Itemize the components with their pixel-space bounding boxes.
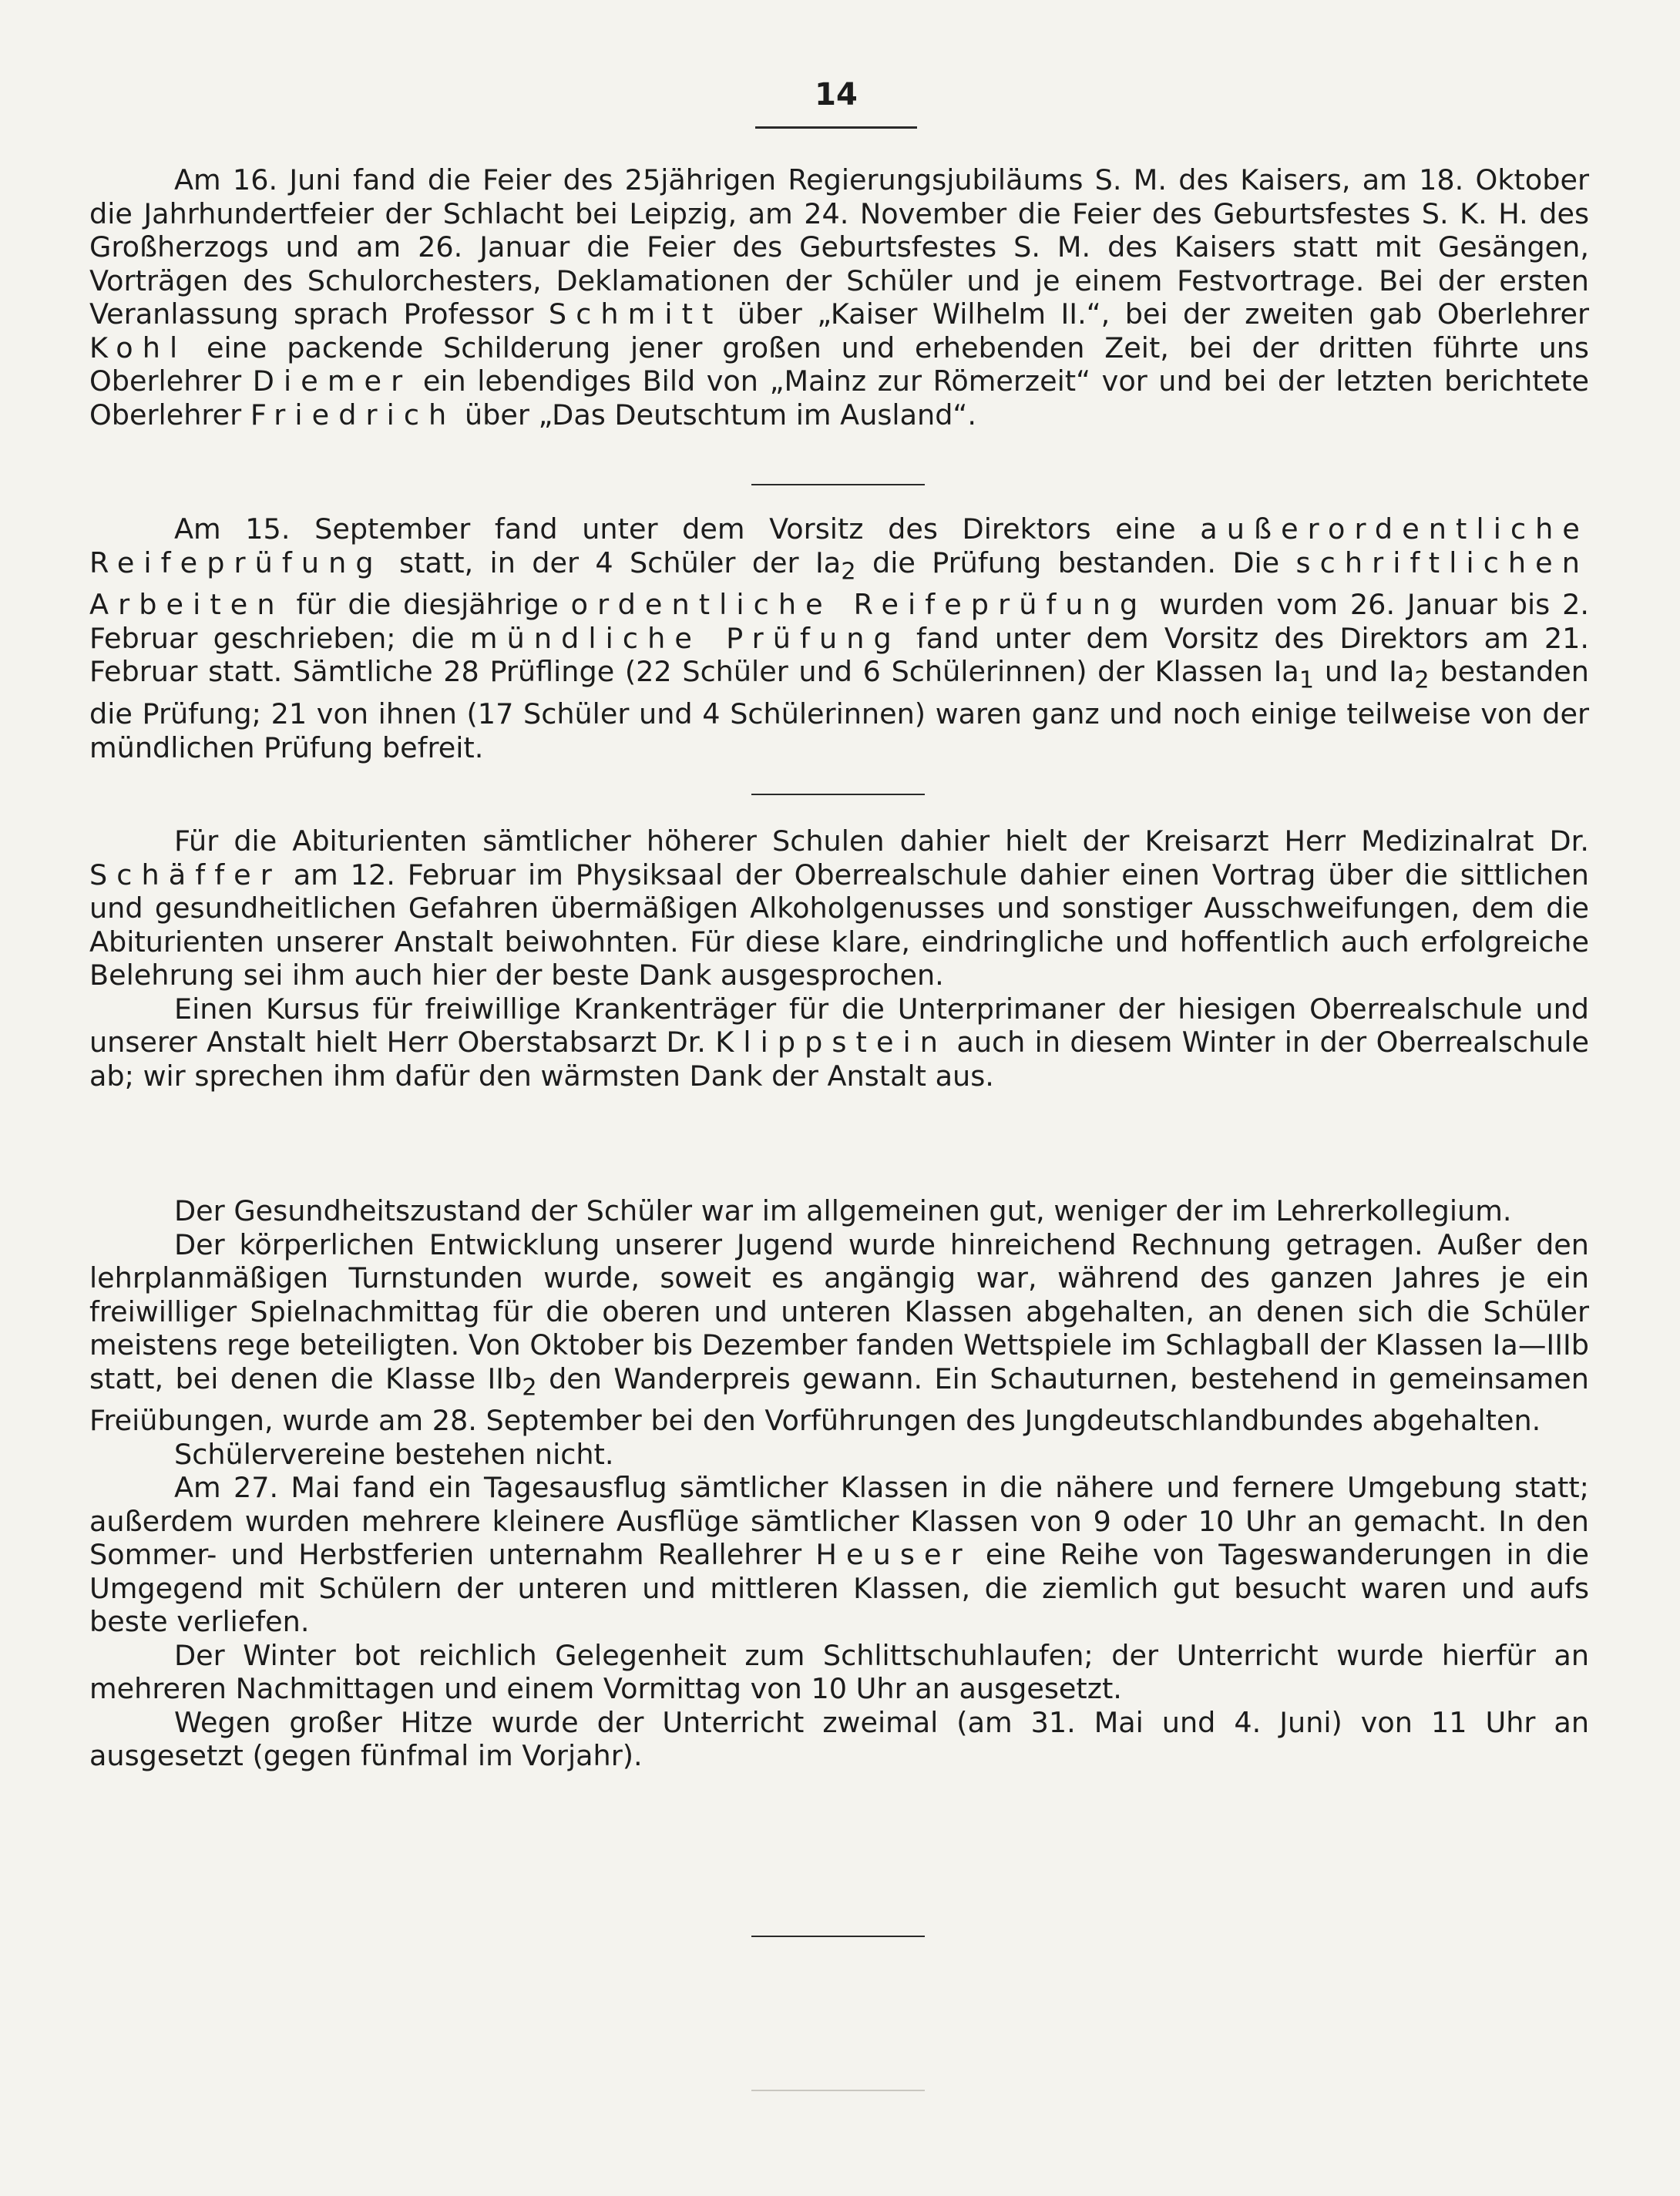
page-number: 14 (755, 77, 917, 129)
emphasis: außerordentliche Reifeprüfung (89, 512, 1589, 579)
section-divider (751, 794, 925, 795)
person-name: Friedrich (250, 398, 456, 431)
section-school-life (89, 1194, 1589, 1773)
section-examinations (89, 512, 1589, 764)
paragraph: Für die Abiturienten sämtlicher höherer Schulen dahier hielt der Kreisarzt Herr Medizinalrat Dr. Schäffer am 12. Februar im Physiksaal der Oberrealschule dahier einen Vortrag über die sittlichen und gesundheitlichen Gefahren übermäßigen Alkoholgenusses und sonstiger Ausschweifungen, dem die Abiturienten unserer Anstalt beiwohnten. Für diese klare, eindringliche und hoffentlich auch erfolgreiche Belehrung sei ihm auch hier der beste Dank ausgesprochen. (89, 824, 1589, 992)
paragraph: Schülervereine bestehen nicht. (174, 1437, 614, 1471)
emphasis: mündliche Prüfung (469, 621, 901, 655)
section-celebrations (89, 163, 1589, 431)
emphasis: ordentliche Reifeprüfung (570, 588, 1147, 622)
person-name: Klippstein (715, 1026, 948, 1059)
emphasis: schriftlichen Arbeiten (89, 546, 1589, 622)
section-divider (751, 1936, 925, 1937)
section-lectures (89, 824, 1589, 1093)
section-divider (751, 2090, 925, 2091)
person-name: Schmitt (548, 297, 723, 331)
paragraph: Der körperlichen Entwicklung unserer Jugend wurde hinreichend Rechnung getragen. Außer den lehrplanmäßigen Turnstunden wurde, soweit es angängig war, während des ganzen Jahres je ein freiwilliger Spielnachmittag für die oberen und unteren Klassen abgehalten, an denen sich die Schüler meistens rege beteiligten. Von Oktober bis Dezember fanden Wettspiele im Schlagball der Klassen Ia—IIIb statt, bei denen die Klasse IIb$_2$ den Wanderpreis gewann. Ein Schauturnen, bestehend in gemeinsamen Freiübungen, wurde am 28. September bei den Vorführungen des Jungdeutschlandbundes abgehalten. (89, 1227, 1589, 1438)
section-divider (751, 484, 925, 485)
person-name: Diemer (252, 364, 412, 398)
paragraph: Wegen großer Hitze wurde der Unterricht zweimal (am 31. Mai und 4. Juni) von 11 Uhr an ausgesetzt (gegen fünfmal im Vorjahr). (89, 1705, 1589, 1773)
paragraph: Am 16. Juni fand die Feier des 25jährigen Regierungsjubiläums S. M. des Kaisers, am 18. Oktober die Jahrhundertfeier der Schlacht bei Leipzig, am 24. November die Feier des Geburtsfestes S. K. H. des Großherzogs und am 26. Januar die Feier des Geburtsfestes S. M. des Kaisers statt mit Gesängen, Vorträgen des Schulorchesters, Deklamationen der Schüler und je einem Festvortrage. Bei der ersten Veranlassung sprach Professor Schmitt über „Kaiser Wilhelm II.“, bei der zweiten gab Oberlehrer Kohl eine packende Schilderung jener großen und erhebenden Zeit, bei der dritten führte uns Oberlehrer Diemer ein lebendiges Bild von „Mainz zur Römerzeit“ vor und bei der letzten berichtete Oberlehrer Friedrich über „Das Deutschtum im Ausland“. (89, 163, 1589, 431)
paragraph: Am 15. September fand unter dem Vorsitz des Direktors eine außerordentliche Reifeprüfung statt, in der 4 Schüler der $Ia_2$ die Prüfung bestanden. Die schriftlichen Arbeiten für die diesjährige ordentliche Reifeprüfung wurden vom 26. Januar bis 2. Februar geschrieben; die mündliche Prüfung fand unter dem Vorsitz des Direktors am 21. Februar statt. Sämtliche 28 Prüflinge (22 Schüler und 6 Schülerinnen) der Klassen $Ia_1$ und $Ia_2$ bestanden die Prüfung; 21 von ihnen (17 Schüler und 4 Schülerinnen) waren ganz und noch einige teilweise von der mündlichen Prüfung befreit. (89, 512, 1589, 764)
person-name: Schäffer (89, 858, 281, 891)
paragraph: Der Gesundheitszustand der Schüler war im allgemeinen gut, weniger der im Lehrerkollegium. (174, 1194, 1512, 1227)
paragraph: Am 27. Mai fand ein Tagesausflug sämtlicher Klassen in die nähere und fernere Umgebung statt; außerdem wurden mehrere kleinere Ausflüge sämtlicher Klassen von 9 oder 10 Uhr an gemacht. In den Sommer- und Herbstferien unternahm Reallehrer Heuser eine Reihe von Tageswanderungen in die Umgegend mit Schülern der unteren und mittleren Klassen, die ziemlich gut besucht waren und aufs beste verliefen. (89, 1471, 1589, 1639)
paragraph: Einen Kursus für freiwillige Krankenträger für die Unterprimaner der hiesigen Oberrealschule und unserer Anstalt hielt Herr Oberstabsarzt Dr. Klippstein auch in diesem Winter in der Oberrealschule ab; wir sprechen ihm dafür den wärmsten Dank der Anstalt aus. (89, 992, 1589, 1093)
person-name: Kohl (89, 331, 187, 364)
paragraph: Der Winter bot reichlich Gelegenheit zum Schlittschuhlaufen; der Unterricht wurde hierfür an mehreren Nachmittagen und einem Vormittag von 10 Uhr an ausgesetzt. (89, 1638, 1589, 1706)
person-name: Heuser (815, 1538, 972, 1572)
